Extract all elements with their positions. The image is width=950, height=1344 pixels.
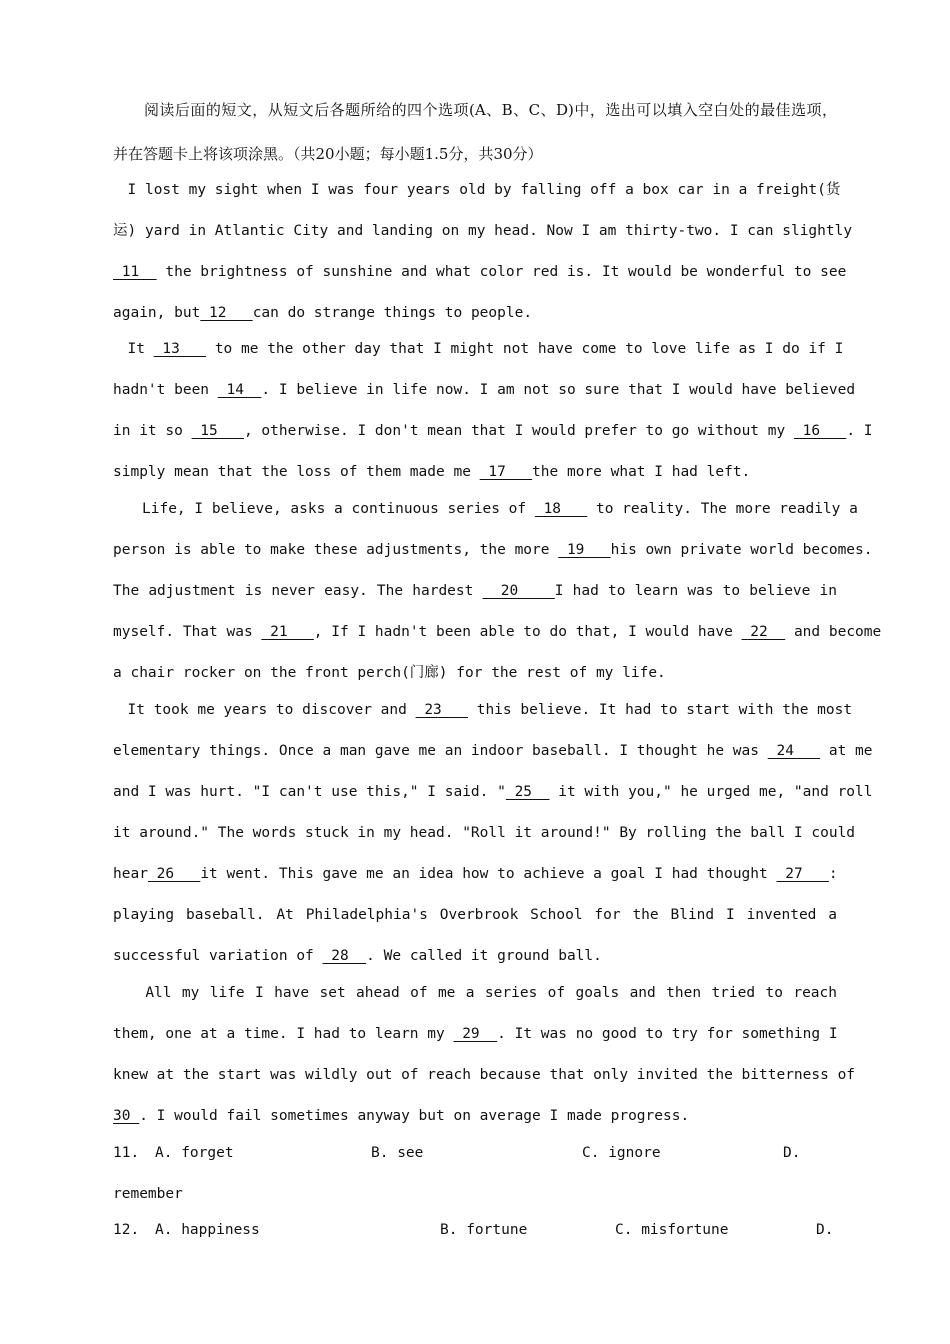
passage-line-20: [113, 946, 837, 966]
text: All my life I have set ahead of me a series of goals and then tried to reach: [113, 985, 837, 1001]
question-11-option-a[interactable]: A. forget: [155, 1145, 234, 1161]
text: 运) yard in Atlantic City and landing on my head. Now I am thirty-two. I can slightly: [113, 223, 853, 239]
passage-line-24: [113, 1106, 837, 1126]
text: it with you," he urged me, "and roll: [549, 784, 873, 800]
passage-line-4: [113, 303, 837, 323]
text: can do strange things to people.: [252, 305, 533, 321]
blank-14: 14: [217, 382, 262, 398]
passage-line-5: [113, 339, 844, 359]
passage-line-17: [113, 823, 856, 843]
passage-line-18: [113, 864, 837, 884]
passage-line-3: [113, 262, 847, 282]
text: . It was no good to try for something I: [497, 1026, 838, 1042]
text: at me: [820, 743, 873, 759]
passage-line-14: [113, 700, 853, 720]
blank-18: 18: [534, 501, 588, 517]
text: a chair rocker on the front perch(门廊) for the rest of my life.: [113, 665, 666, 681]
passage-line-10: [113, 540, 873, 560]
passage-line-7: [113, 421, 873, 441]
blank-23: 23: [415, 702, 468, 718]
text: his own private world becomes.: [610, 542, 873, 558]
text: The adjustment is never easy. The hardest: [113, 583, 483, 599]
passage-line-1: [113, 180, 841, 200]
question-12-option-c[interactable]: C. misfortune: [615, 1222, 729, 1238]
blank-17: 17: [479, 464, 533, 480]
blank-27: 27: [776, 866, 829, 882]
intro-line-2: 并在答题卡上将该项涂黑。（共20小题；每小题1.5分，共30分）: [113, 145, 543, 163]
question-11-option-d-text[interactable]: remember: [113, 1186, 183, 1202]
text: elementary things. Once a man gave me an indoor baseball. I thought he was: [113, 743, 768, 759]
passage-line-16: [113, 782, 873, 802]
passage-line-21: [113, 983, 837, 1003]
blank-30: 30: [113, 1108, 140, 1124]
text: playing baseball. At Philadelphia's Overbrook School for the Blind I invented a: [113, 907, 837, 923]
text: to reality. The more readily a: [587, 501, 858, 517]
blank-22: 22: [741, 624, 786, 640]
text: hear: [113, 866, 148, 882]
blank-19: 19: [558, 542, 611, 558]
blank-28: 28: [322, 948, 367, 964]
text: and become: [785, 624, 882, 640]
text: knew at the start was wildly out of reach because that only invited the bitterness of: [113, 1067, 856, 1083]
blank-13: 13: [153, 341, 207, 357]
text: , otherwise. I don't mean that I would prefer to go without my: [243, 423, 794, 439]
text: the brightness of sunshine and what color red is. It would be wonderful to see: [156, 264, 847, 280]
passage-line-19: [113, 905, 837, 925]
text: . I would fail sometimes anyway but on average I made progress.: [139, 1108, 690, 1124]
question-12-number: 12.: [113, 1222, 140, 1238]
text: it went. This gave me an idea how to achieve a goal I had thought: [200, 866, 777, 882]
question-11-option-b[interactable]: B. see: [371, 1145, 424, 1161]
text: the more what I had left.: [532, 464, 751, 480]
text: I had to learn was to believe in: [554, 583, 837, 599]
question-11-number: 11.: [113, 1145, 140, 1161]
passage-line-12: [113, 622, 882, 642]
text: successful variation of: [113, 948, 323, 964]
text: to me the other day that I might not have come to love life as I do if I: [206, 341, 844, 357]
blank-29: 29: [453, 1026, 498, 1042]
text: in it so: [113, 423, 192, 439]
question-11-option-d[interactable]: D.: [783, 1145, 801, 1161]
text: hadn't been: [113, 382, 218, 398]
blank-11: 11: [113, 264, 157, 280]
text: Life, I believe, asks a continuous series of: [113, 501, 535, 517]
blank-12: 12: [200, 305, 253, 321]
text: I lost my sight when I was four years old by falling off a box car in a freight(货: [113, 182, 841, 198]
text: it around." The words stuck in my head. "Roll it around!" By rolling the ball I could: [113, 825, 856, 841]
text: them, one at a time. I had to learn my: [113, 1026, 454, 1042]
text: . I: [846, 423, 873, 439]
text: simply mean that the loss of them made me: [113, 464, 480, 480]
text: myself. That was: [113, 624, 262, 640]
passage-line-13: [113, 663, 837, 683]
text: this believe. It had to start with the most: [467, 702, 853, 718]
text: and I was hurt. "I can't use this," I said. ": [113, 784, 506, 800]
blank-20: 20: [482, 583, 555, 599]
blank-21: 21: [261, 624, 314, 640]
passage-line-15: [113, 741, 873, 761]
question-12-option-a[interactable]: A. happiness: [155, 1222, 260, 1238]
question-12-option-b[interactable]: B. fortune: [440, 1222, 528, 1238]
passage-line-8: [113, 462, 837, 482]
blank-16: 16: [793, 423, 847, 439]
text: . We called it ground ball.: [366, 948, 602, 964]
passage-line-22: [113, 1024, 837, 1044]
passage-line-23: [113, 1065, 856, 1085]
text: , If I hadn't been able to do that, I would have: [313, 624, 742, 640]
text: . I believe in life now. I am not so sure that I would have believed: [261, 382, 856, 398]
question-11-option-c[interactable]: C. ignore: [582, 1145, 661, 1161]
passage-line-2: [113, 221, 853, 241]
intro-line-1: 阅读后面的短文，从短文后各题所给的四个选项(A、B、C、D)中，选出可以填入空白处的最佳选项，: [113, 101, 837, 119]
text: person is able to make these adjustments, the more: [113, 542, 559, 558]
passage-line-6: [113, 380, 856, 400]
passage-line-11: [113, 581, 837, 601]
passage-line-9: [113, 499, 858, 519]
text: again, but: [113, 305, 201, 321]
blank-24: 24: [767, 743, 821, 759]
blank-26: 26: [147, 866, 201, 882]
text: :: [828, 866, 838, 882]
question-12-option-d[interactable]: D.: [816, 1222, 834, 1238]
text: It: [113, 341, 154, 357]
blank-25: 25: [505, 784, 550, 800]
text: It took me years to discover and: [113, 702, 416, 718]
blank-15: 15: [191, 423, 244, 439]
